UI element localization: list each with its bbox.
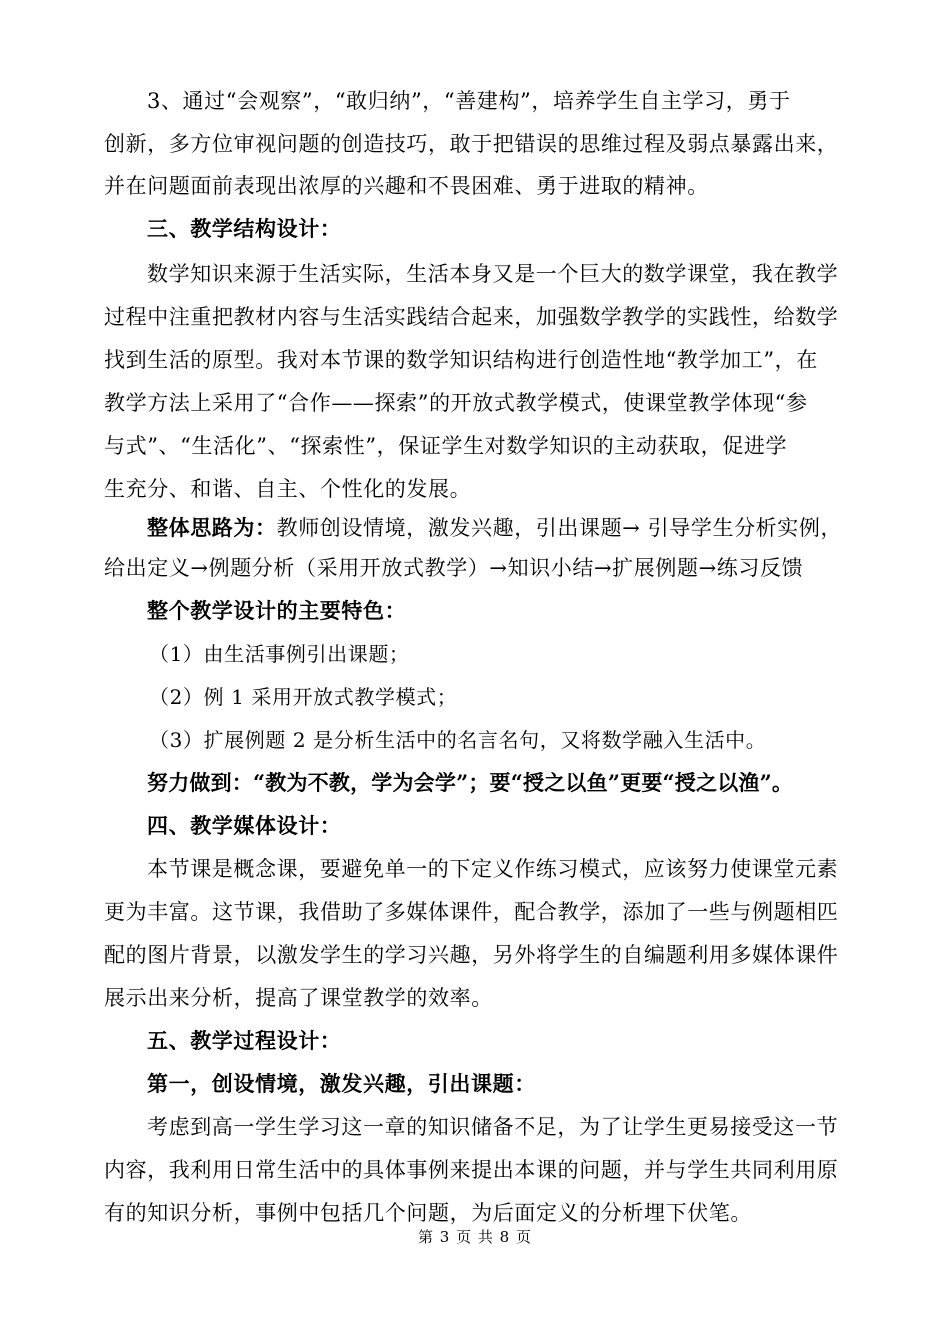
structure-line-6: 生充分、和谐、自主、个性化的发展。: [104, 477, 472, 501]
page-number-footer: 第 3 页 共 8 页: [418, 1228, 532, 1246]
feature-item-1: （1）由生活事例引出课题；: [149, 642, 410, 666]
overall-approach-line-2: 给出定义→例题分析（采用开放式教学）→知识小结→扩展例题→练习反馈: [104, 556, 804, 580]
objective-3-line-2: 创新，多方位审视问题的创造技巧，敢于把错误的思维过程及弱点暴露出来，: [104, 132, 839, 156]
media-line-1: 本节课是概念课，要避免单一的下定义作练习模式，应该努力使课堂元素: [147, 857, 839, 881]
structure-line-5: 与式”、“生活化”、“探索性”，保证学生对数学知识的主动获取，促进学: [104, 434, 788, 458]
feature-item-3: （3）扩展例题 2 是分析生活中的名言名句，又将数学融入生活中。: [149, 728, 767, 752]
strive-statement: 努力做到：“教为不教，学为会学”；要“授之以鱼”更要“授之以渔”。: [147, 770, 794, 795]
structure-line-3: 找到生活的原型。我对本节课的数学知识结构进行创造性地“教学加工”，在: [104, 348, 818, 372]
step-1-line-3: 有的知识分析，事例中包括几个问题，为后面定义的分析埋下伏笔。: [104, 1201, 752, 1225]
structure-line-1: 数学知识来源于生活实际，生活本身又是一个巨大的数学课堂，我在教学: [147, 262, 839, 286]
overall-approach-line-1: [147, 513, 907, 543]
structure-line-2: 过程中注重把教材内容与生活实践结合起来，加强数学教学的实践性，给数学: [104, 305, 839, 329]
objective-3-line-1: 3、通过“会观察”，“敢归纳”，“善建构”，培养学生自主学习，勇于: [147, 89, 791, 113]
step-1-line-2: 内容，我利用日常生活中的具体事例来提出本课的问题，并与学生共同利用原: [104, 1158, 839, 1182]
section-5-heading: 五、教学过程设计：: [147, 1028, 342, 1053]
media-line-3: 配的图片背景，以激发学生的学习兴趣，另外将学生的自编题利用多媒体课件: [104, 943, 839, 967]
media-line-4: 展示出来分析，提高了课堂教学的效率。: [104, 986, 493, 1010]
feature-item-2: （2）例 1 采用开放式教学模式；: [149, 685, 458, 709]
step-1-heading: 第一，创设情境，激发兴趣，引出课题：: [147, 1071, 536, 1096]
features-heading: 整个教学设计的主要特色：: [147, 598, 407, 623]
media-line-2: 更为丰富。这节课，我借助了多媒体课件，配合教学，添加了一些与例题相匹: [104, 900, 839, 924]
structure-line-4: 教学方法上采用了“合作——探索”的开放式教学模式，使课堂教学体现“参: [104, 391, 808, 415]
step-1-line-1: 考虑到高一学生学习这一章的知识储备不足，为了让学生更易接受这一节: [147, 1115, 839, 1139]
objective-3-line-3: 并在问题面前表现出浓厚的兴趣和不畏困难、勇于进取的精神。: [104, 174, 709, 198]
overall-approach-text: 教师创设情境，激发兴趣，引出课题→ 引导学生分析实例，: [276, 516, 843, 540]
section-4-heading: 四、教学媒体设计：: [147, 813, 342, 838]
overall-approach-label: 整体思路为：: [147, 515, 277, 540]
section-3-heading: 三、教学结构设计：: [147, 216, 342, 241]
